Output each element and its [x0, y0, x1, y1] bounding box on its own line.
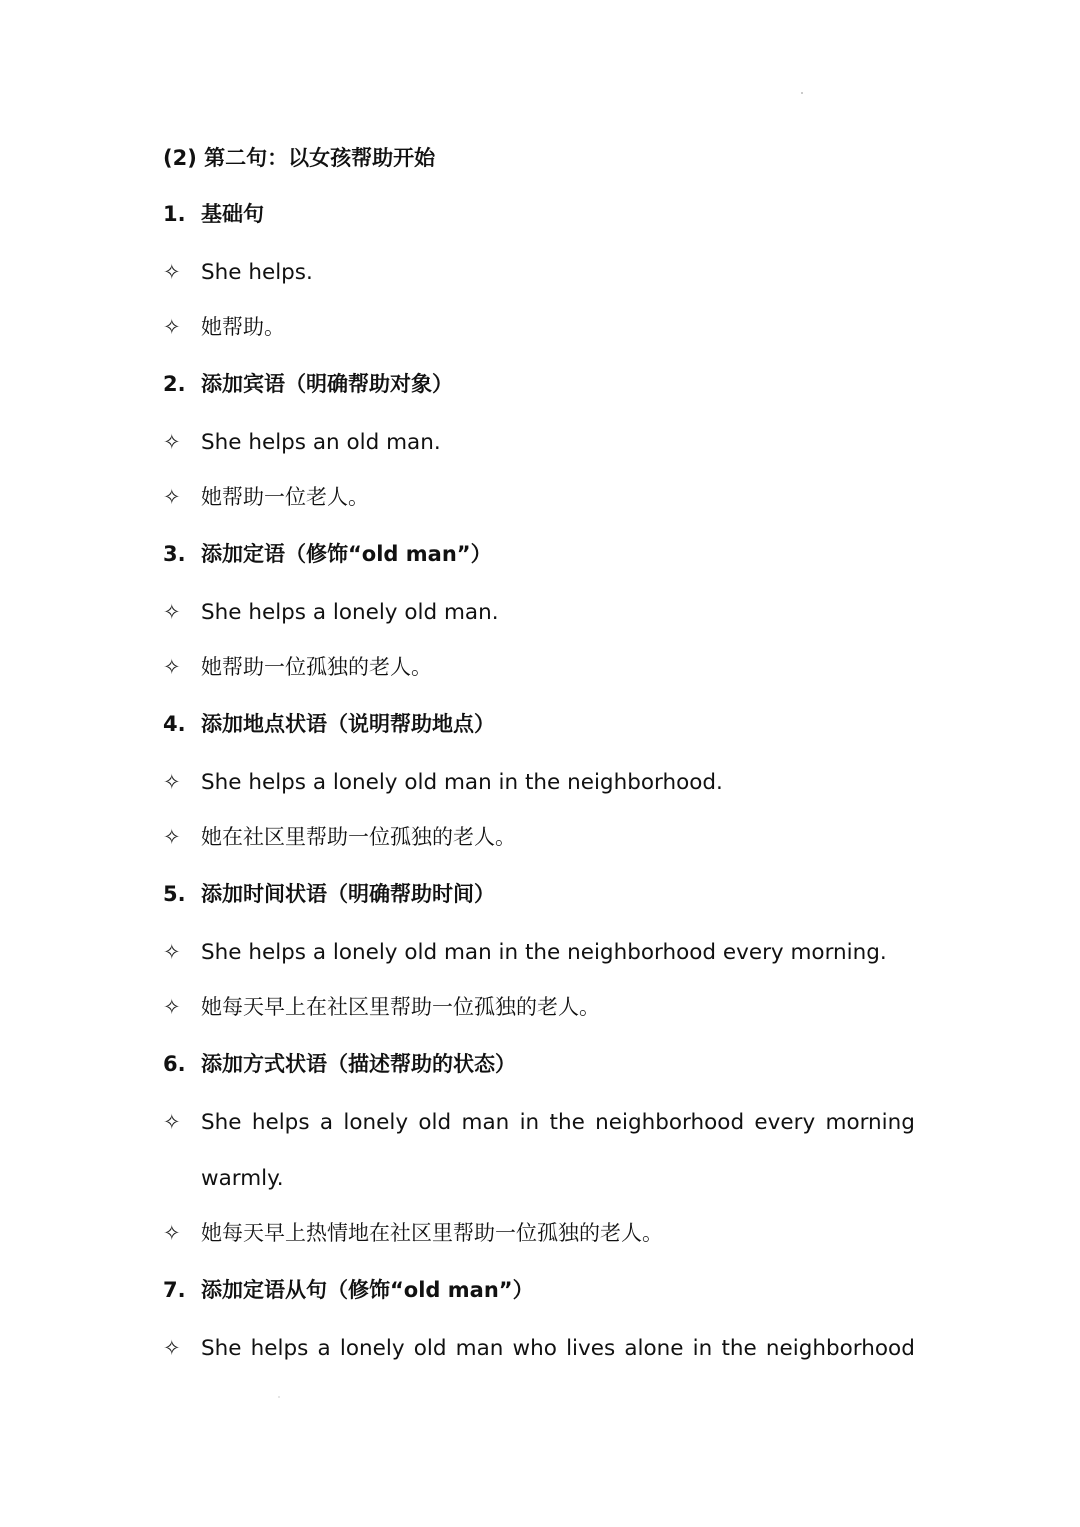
sentence-word: helps [251, 1110, 310, 1135]
chinese-sentence [163, 487, 923, 508]
four-pointed-star-icon: ✧ [163, 1221, 181, 1245]
step-title: 添加定语从句（修饰“old man”） [201, 1278, 534, 1302]
sentence-word: lives [566, 1336, 616, 1361]
step-number: 3. [163, 542, 186, 566]
step-title: 添加宾语（明确帮助对象） [201, 372, 453, 396]
step-number: 2. [163, 372, 186, 396]
four-pointed-star-icon: ✧ [163, 655, 181, 679]
step-number: 1. [163, 202, 186, 226]
chinese-sentence [163, 317, 923, 338]
step-title: 基础句 [201, 202, 264, 226]
chinese-sentence [163, 1223, 923, 1244]
sentence-word: helps [250, 1336, 309, 1361]
step-heading [163, 204, 923, 225]
sentence-word: who [512, 1336, 557, 1361]
sentence-word: a [317, 1336, 331, 1361]
four-pointed-star-icon: ✧ [163, 315, 181, 339]
english-sentence [163, 772, 923, 794]
sentence-word: lonely [343, 1110, 409, 1135]
english-sentence-justified [201, 1112, 915, 1134]
step-title: 添加地点状语（说明帮助地点） [201, 712, 495, 736]
step-heading [163, 1280, 923, 1301]
step-heading [163, 544, 923, 565]
sentence-word: man [455, 1336, 504, 1361]
sentence-word: the [549, 1110, 585, 1135]
four-pointed-star-icon: ✧ [163, 485, 181, 509]
chinese-sentence [163, 827, 923, 848]
sentence-word: a [319, 1110, 334, 1135]
chinese-sentence [163, 657, 923, 678]
sentence-text: 她帮助。 [201, 315, 285, 339]
sentence-word: She [201, 1110, 242, 1135]
sentence-text: She helps a lonely old man. [201, 600, 499, 625]
sentence-word: morning [825, 1110, 915, 1135]
step-heading [163, 374, 923, 395]
four-pointed-star-icon: ✧ [163, 770, 181, 794]
english-sentence [163, 602, 923, 624]
step-heading [163, 884, 923, 905]
sentence-word: in [692, 1336, 713, 1361]
step-number: 4. [163, 712, 186, 736]
sentence-word: every [754, 1110, 816, 1135]
step-title: 添加方式状语（描述帮助的状态） [201, 1052, 516, 1076]
sentence-word: in [519, 1110, 540, 1135]
sentence-word: alone [624, 1336, 684, 1361]
chinese-sentence [163, 997, 923, 1018]
sentence-word: She [201, 1336, 242, 1361]
four-pointed-star-icon: ✧ [163, 600, 181, 624]
sentence-text: 她每天早上热情地在社区里帮助一位孤独的老人。 [201, 1221, 663, 1245]
scan-speck [801, 92, 803, 94]
step-number: 5. [163, 882, 186, 906]
four-pointed-star-icon: ✧ [163, 825, 181, 849]
sentence-text: 她在社区里帮助一位孤独的老人。 [201, 825, 516, 849]
sentence-word: man [461, 1110, 510, 1135]
sentence-text: She helps a lonely old man in the neighborhood every morning. [201, 940, 887, 965]
sentence-text: 她帮助一位老人。 [201, 485, 369, 509]
sentence-word: lonely [339, 1336, 405, 1361]
step-heading [163, 1054, 923, 1075]
sentence-word: neighborhood [765, 1336, 915, 1361]
sentence-text: 她每天早上在社区里帮助一位孤独的老人。 [201, 995, 600, 1019]
four-pointed-star-icon: ✧ [163, 1336, 181, 1360]
step-title: 添加定语（修饰“old man”） [201, 542, 492, 566]
sentence-word: the [721, 1336, 757, 1361]
four-pointed-star-icon: ✧ [163, 995, 181, 1019]
sentence-continuation: warmly. [201, 1166, 284, 1191]
sentence-word: old [413, 1336, 447, 1361]
four-pointed-star-icon: ✧ [163, 260, 181, 284]
sentence-word: neighborhood [595, 1110, 745, 1135]
english-sentence-justified [201, 1338, 915, 1360]
step-title: 添加时间状语（明确帮助时间） [201, 882, 495, 906]
sentence-text: She helps. [201, 260, 313, 285]
english-sentence [163, 432, 923, 454]
step-number: 7. [163, 1278, 186, 1302]
four-pointed-star-icon: ✧ [163, 430, 181, 454]
four-pointed-star-icon: ✧ [163, 940, 181, 964]
english-sentence [163, 942, 923, 964]
sentence-text: She helps an old man. [201, 430, 441, 455]
sentence-word: old [418, 1110, 452, 1135]
scan-speck [278, 1396, 280, 1398]
step-number: 6. [163, 1052, 186, 1076]
section-title: (2) 第二句：以女孩帮助开始 [163, 146, 436, 170]
english-sentence [163, 262, 923, 284]
four-pointed-star-icon: ✧ [163, 1110, 181, 1134]
step-heading [163, 714, 923, 735]
sentence-text: 她帮助一位孤独的老人。 [201, 655, 432, 679]
sentence-text: She helps a lonely old man in the neighborhood. [201, 770, 723, 795]
